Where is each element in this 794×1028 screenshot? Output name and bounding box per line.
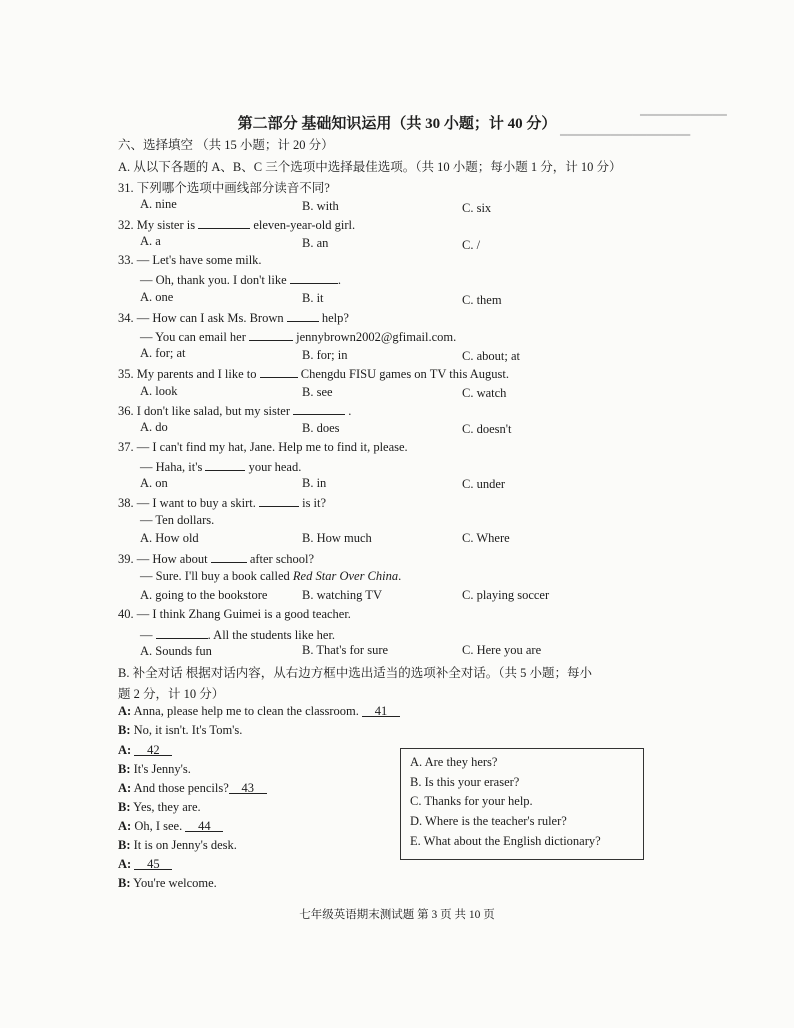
q38-option-b[interactable]: B. How much [302, 531, 372, 545]
page-footer: 七年级英语期末测试题 第 3 页 共 10 页 [299, 909, 495, 921]
question-33-line-1: 33. — Let's have some milk. [118, 253, 262, 267]
question-33-line-2: — Oh, thank you. I don't like . [140, 273, 341, 287]
question-38-line-2: — Ten dollars. [140, 513, 215, 527]
question-37-line-2: — Haha, it's your head. [140, 460, 302, 474]
question-39-line-1: 39. — How about after school? [118, 552, 315, 566]
section-b-instruction-2: 题 2 分，计 10 分） [118, 687, 225, 701]
blank-43[interactable]: 43 [229, 781, 267, 794]
dialogue-line-7: A: Oh, I see. 44 [118, 819, 223, 834]
dialogue-line-1: A: Anna, please help me to clean the classroom. 41 [118, 704, 400, 719]
choice-c[interactable]: C. Thanks for your help. [410, 794, 533, 808]
dialogue-line-2: B: No, it isn't. It's Tom's. [118, 723, 243, 737]
q38-option-c[interactable]: C. Where [462, 531, 510, 545]
question-32: 32. My sister is eleven-year-old girl. [118, 218, 356, 232]
dialogue-line-10: B: You're welcome. [118, 876, 217, 890]
choices-box [400, 748, 644, 860]
question-35: 35. My parents and I like to Chengdu FISU games on TV this August. [118, 367, 509, 381]
q33-option-b[interactable]: B. it [302, 291, 324, 305]
question-31: 31. 下列哪个选项中画线部分读音不同? [118, 181, 330, 195]
choice-a[interactable]: A. Are they hers? [410, 755, 498, 769]
dialogue-line-5: A: And those pencils? 43 [118, 781, 267, 796]
q36-option-c[interactable]: C. doesn't [462, 422, 512, 436]
q34-option-b[interactable]: B. for; in [302, 348, 348, 362]
part-title: 第二部分 基础知识运用（共 30 小题；计 40 分） [237, 116, 557, 132]
choice-e[interactable]: E. What about the English dictionary? [410, 834, 601, 848]
q33-option-a[interactable]: A. one [140, 290, 174, 304]
dialogue-line-4: B: It's Jenny's. [118, 762, 191, 776]
choice-b[interactable]: B. Is this your eraser? [410, 775, 520, 789]
q36-option-a[interactable]: A. do [140, 420, 168, 434]
q36-option-b[interactable]: B. does [302, 421, 340, 435]
q37-option-c[interactable]: C. under [462, 477, 506, 491]
q39-option-c[interactable]: C. playing soccer [462, 588, 550, 602]
blank-44[interactable]: 44 [185, 819, 223, 832]
q39-option-a[interactable]: A. going to the bookstore [140, 588, 268, 602]
section-b-instruction-1: B. 补全对话 根据对话内容，从右边方框中选出适当的选项补全对话。（共 5 小题；每小 [118, 666, 592, 680]
question-37-line-1: 37. — I can't find my hat, Jane. Help me to find it, please. [118, 440, 408, 454]
q34-option-c[interactable]: C. about; at [462, 349, 520, 363]
question-40-line-1: 40. — I think Zhang Guimei is a good teacher. [118, 607, 351, 621]
dialogue-line-8: B: It is on Jenny's desk. [118, 838, 237, 852]
q33-option-c[interactable]: C. them [462, 293, 502, 307]
question-38-line-1: 38. — I want to buy a skirt. is it? [118, 496, 327, 510]
choice-d[interactable]: D. Where is the teacher's ruler? [410, 814, 567, 828]
question-36: 36. I don't like salad, but my sister . [118, 404, 352, 418]
q40-option-c[interactable]: C. Here you are [462, 643, 542, 657]
q35-option-a[interactable]: A. look [140, 384, 178, 398]
q32-option-b[interactable]: B. an [302, 236, 329, 250]
blank-41[interactable]: 41 [362, 704, 400, 717]
section-six-title: 六、选择填空 （共 15 小题；计 20 分） [118, 138, 334, 152]
dialogue-line-3: A: 42 [118, 743, 172, 758]
q35-option-c[interactable]: C. watch [462, 386, 507, 400]
dialogue-line-9: A: 45 [118, 857, 172, 872]
blank-42[interactable]: 42 [134, 743, 172, 756]
bleed-through-text: ━━━━━━━━━━━━ [640, 108, 727, 122]
q31-option-a[interactable]: A. nine [140, 197, 177, 211]
question-40-line-2: — . All the students like her. [140, 628, 336, 642]
dialogue-line-6: B: Yes, they are. [118, 800, 201, 814]
blank-45[interactable]: 45 [134, 857, 172, 870]
question-39-line-2: — Sure. I'll buy a book called Red Star Over China. [140, 569, 402, 583]
question-34-line-1: 34. — How can I ask Ms. Brown help? [118, 311, 349, 325]
q31-option-b[interactable]: B. with [302, 199, 339, 213]
q31-option-c[interactable]: C. six [462, 201, 492, 215]
q37-option-b[interactable]: B. in [302, 476, 327, 490]
q37-option-a[interactable]: A. on [140, 476, 168, 490]
q39-option-b[interactable]: B. watching TV [302, 588, 382, 602]
q38-option-a[interactable]: A. How old [140, 531, 199, 545]
q35-option-b[interactable]: B. see [302, 385, 333, 399]
q32-option-a[interactable]: A. a [140, 234, 161, 248]
section-a-instruction: A. 从以下各题的 A、B、C 三个选项中选择最佳选项。（共 10 小题；每小题 1 分，计 10 分） [118, 160, 622, 174]
q32-option-c[interactable]: C. / [462, 238, 481, 252]
q40-option-b[interactable]: B. That's for sure [302, 643, 389, 657]
bleed-through-text: ━━━━━━━━━━━━━━━━━━ [560, 128, 691, 142]
q34-option-a[interactable]: A. for; at [140, 346, 186, 360]
q40-option-a[interactable]: A. Sounds fun [140, 644, 212, 658]
question-34-line-2: — You can email her jennybrown2002@gfimail.com. [140, 330, 457, 344]
